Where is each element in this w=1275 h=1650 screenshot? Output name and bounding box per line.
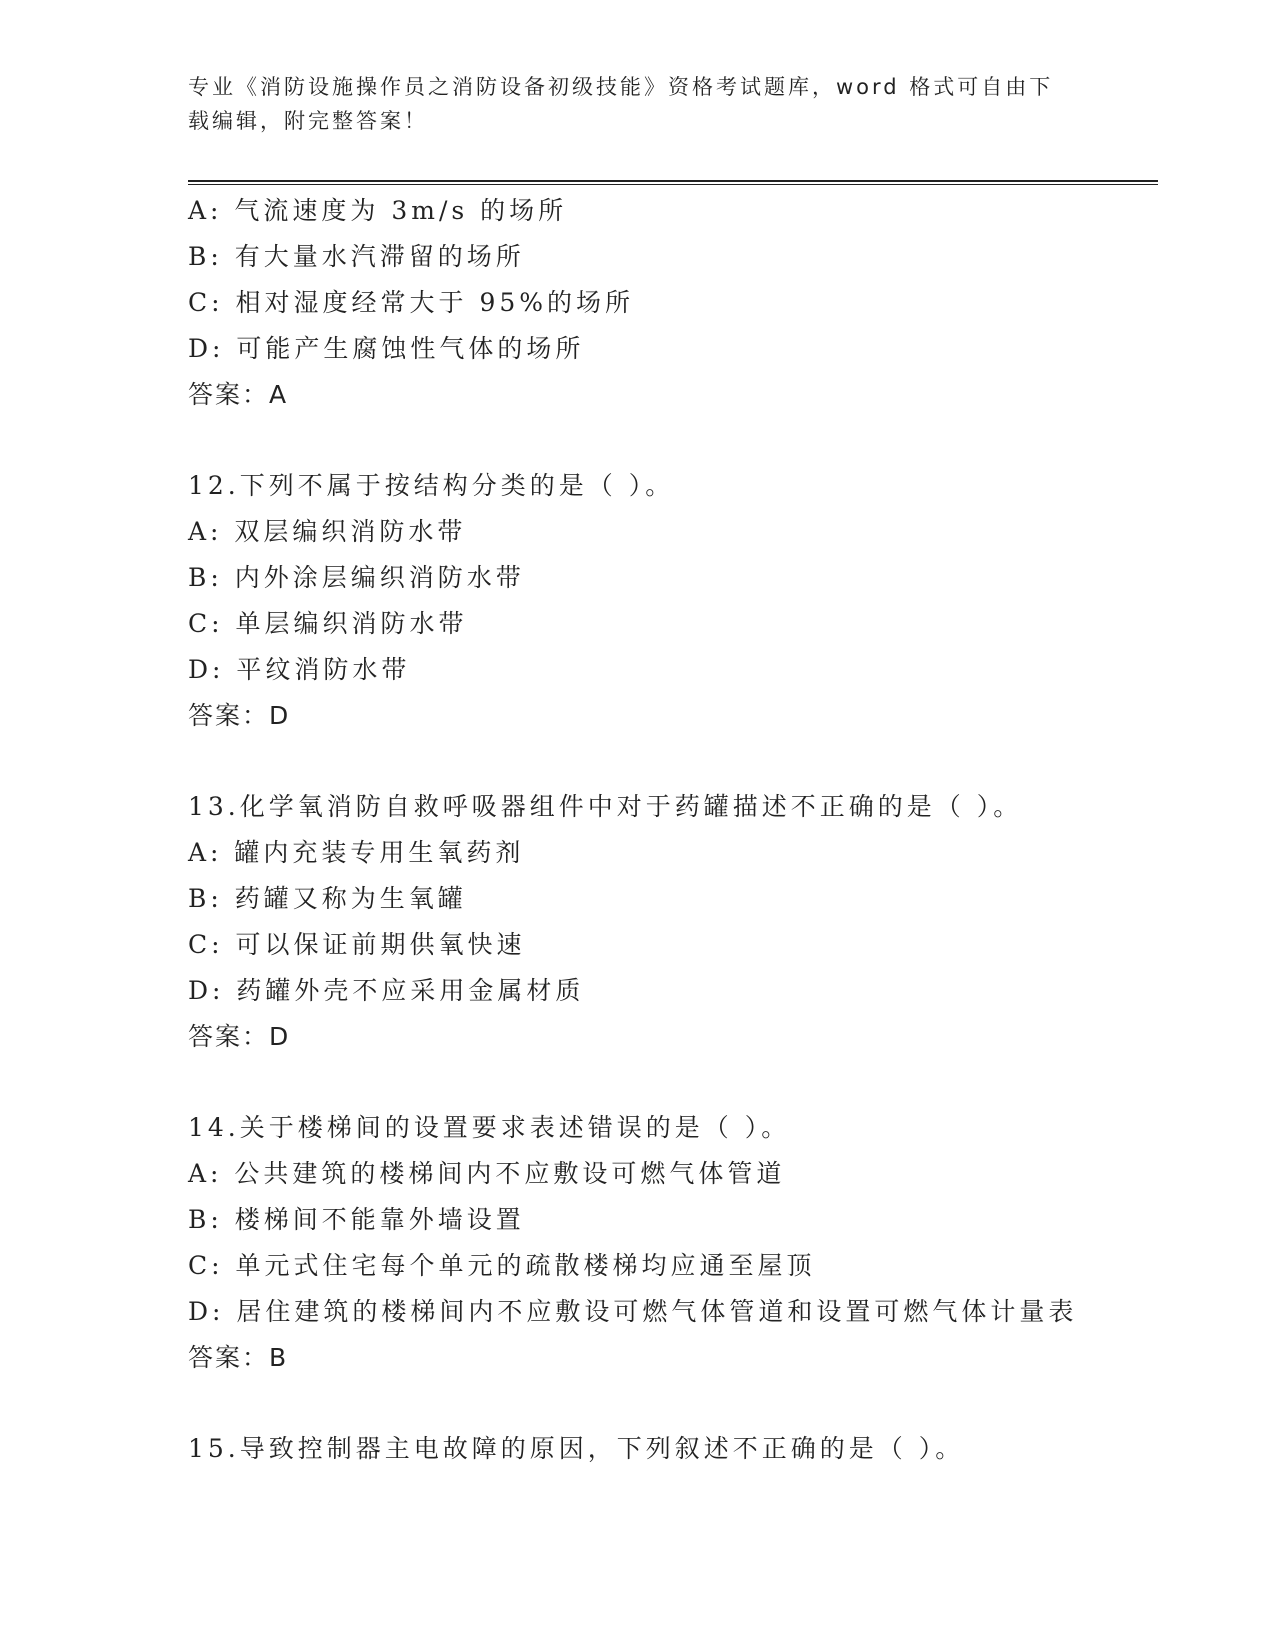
- question-14: [188, 1105, 1188, 1381]
- option-c: C: 单层编织消防水带: [188, 609, 468, 638]
- header-divider-thin: [188, 184, 1158, 185]
- option-a: A: 公共建筑的楼梯间内不应敷设可燃气体管道: [188, 1159, 786, 1188]
- option-b: B: 有大量水汽滞留的场所: [188, 242, 525, 271]
- option-b: B: 楼梯间不能靠外墙设置: [188, 1205, 525, 1234]
- question-11: [188, 188, 1188, 418]
- answer: 答案：A: [188, 380, 289, 409]
- header-line-1: 专业《消防设施操作员之消防设备初级技能》资格考试题库，word 格式可自由下: [188, 75, 1054, 99]
- option-d: D: 可能产生腐蚀性气体的场所: [188, 334, 585, 363]
- question-title: 13.化学氧消防自救呼吸器组件中对于药罐描述不正确的是（ ）。: [188, 792, 1023, 821]
- option-d: D: 居住建筑的楼梯间内不应敷设可燃气体管道和设置可燃气体计量表: [188, 1297, 1078, 1326]
- question-13: [188, 784, 1188, 1060]
- option-c: C: 单元式住宅每个单元的疏散楼梯均应通至屋顶: [188, 1251, 816, 1280]
- option-a: A: 罐内充装专用生氧药剂: [188, 838, 525, 867]
- header-divider: [188, 180, 1158, 182]
- option-a: A: 双层编织消防水带: [188, 517, 467, 546]
- answer: 答案：D: [188, 1022, 291, 1051]
- option-d: D: 药罐外壳不应采用金属材质: [188, 976, 585, 1005]
- option-a: A: 气流速度为 3m/s 的场所: [188, 196, 568, 225]
- question-list: [188, 188, 1188, 1472]
- option-c: C: 可以保证前期供氧快速: [188, 930, 526, 959]
- option-b: B: 药罐又称为生氧罐: [188, 884, 467, 913]
- option-c: C: 相对湿度经常大于 95%的场所: [188, 288, 635, 317]
- answer: 答案：B: [188, 1343, 289, 1372]
- question-title: 15.导致控制器主电故障的原因，下列叙述不正确的是（ ）。: [188, 1434, 965, 1463]
- header-line-2: 载编辑，附完整答案！: [188, 109, 428, 133]
- question-15: [188, 1426, 1188, 1472]
- document-header: [188, 70, 1068, 138]
- question-title: 12.下列不属于按结构分类的是（ ）。: [188, 471, 675, 500]
- question-12: [188, 463, 1188, 739]
- question-title: 14.关于楼梯间的设置要求表述错误的是（ ）。: [188, 1113, 791, 1142]
- option-b: B: 内外涂层编织消防水带: [188, 563, 525, 592]
- option-d: D: 平纹消防水带: [188, 655, 411, 684]
- answer: 答案：D: [188, 701, 291, 730]
